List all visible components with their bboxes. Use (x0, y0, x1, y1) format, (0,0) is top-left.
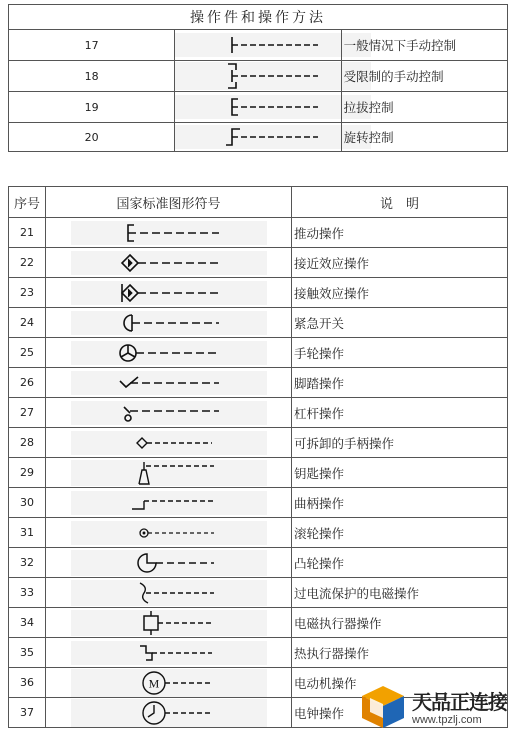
row-description: 滚轮操作 (292, 518, 508, 548)
row-description: 拉拔控制 (341, 92, 507, 123)
row-number: 17 (9, 30, 175, 61)
table-row (9, 428, 508, 458)
crank-icon (71, 491, 267, 515)
row-description: 受限制的手动控制 (341, 61, 507, 92)
table-row (9, 248, 508, 278)
row-number: 33 (9, 578, 46, 608)
table-row (9, 578, 508, 608)
row-description: 过电流保护的电磁操作 (292, 578, 508, 608)
table-row (9, 488, 508, 518)
row-description: 接触效应操作 (292, 278, 508, 308)
proximity-effect-icon (71, 251, 267, 275)
foot-pedal-icon (71, 371, 267, 395)
row-number: 34 (9, 608, 46, 638)
row-number: 18 (9, 61, 175, 92)
row-description: 电钟操作 (292, 698, 508, 728)
table-row (9, 308, 508, 338)
key-icon (71, 460, 267, 486)
row-number: 32 (9, 548, 46, 578)
electromagnetic-actuator-icon (71, 610, 267, 636)
motor-icon (71, 669, 267, 697)
row-description: 手轮操作 (292, 338, 508, 368)
row-description: 凸轮操作 (292, 548, 508, 578)
table-row (9, 398, 508, 428)
overcurrent-protection-icon (71, 580, 267, 606)
row-description: 推动操作 (292, 218, 508, 248)
row-number: 29 (9, 458, 46, 488)
row-description: 脚踏操作 (292, 368, 508, 398)
removable-handle-icon (71, 431, 267, 455)
row-number: 30 (9, 488, 46, 518)
table-row (9, 518, 508, 548)
row-number: 23 (9, 278, 46, 308)
table-row (9, 338, 508, 368)
row-description: 接近效应操作 (292, 248, 508, 278)
row-description: 电磁执行器操作 (292, 608, 508, 638)
row-number: 26 (9, 368, 46, 398)
row-description: 旋转控制 (341, 123, 507, 152)
row-number: 31 (9, 518, 46, 548)
header-number: 序号 (9, 187, 46, 218)
brand-logo-icon (360, 684, 406, 730)
graphic-symbols-table (8, 186, 508, 728)
row-description: 一般情况下手动控制 (341, 30, 507, 61)
row-description: 可拆卸的手柄操作 (292, 428, 508, 458)
row-number: 27 (9, 398, 46, 428)
table-row (9, 123, 508, 152)
electric-clock-icon (71, 699, 267, 727)
row-description: 热执行器操作 (292, 638, 508, 668)
watermark-url: www.tpzlj.com (412, 714, 482, 726)
header-description: 说 明 (292, 187, 508, 218)
motor-letter: M (148, 676, 159, 690)
table-row (9, 30, 508, 61)
table-row (9, 61, 508, 92)
table-row (9, 368, 508, 398)
cam-icon (71, 550, 267, 576)
row-description: 钥匙操作 (292, 458, 508, 488)
emergency-switch-icon (71, 311, 267, 335)
operating-parts-table (8, 4, 508, 152)
row-number: 36 (9, 668, 46, 698)
watermark-title: 天品正连接 (412, 690, 507, 714)
row-description: 电动机操作 (292, 668, 508, 698)
lever-icon (71, 401, 267, 425)
table-row (9, 278, 508, 308)
row-number: 37 (9, 698, 46, 728)
row-number: 20 (9, 123, 175, 152)
row-number: 24 (9, 308, 46, 338)
header-symbol: 国家标准图形符号 (46, 187, 292, 218)
row-number: 22 (9, 248, 46, 278)
touch-effect-icon (71, 281, 267, 305)
section-title: 操作件和操作方法 (9, 5, 508, 30)
push-operation-icon (71, 221, 267, 245)
row-number: 35 (9, 638, 46, 668)
table-row (9, 548, 508, 578)
thermal-actuator-icon (71, 641, 267, 665)
row-description: 杠杆操作 (292, 398, 508, 428)
row-description: 紧急开关 (292, 308, 508, 338)
row-number: 25 (9, 338, 46, 368)
table-row (9, 218, 508, 248)
table-row (9, 638, 508, 668)
row-number: 21 (9, 218, 46, 248)
handwheel-icon (71, 341, 267, 365)
roller-icon (71, 521, 267, 545)
row-number: 28 (9, 428, 46, 458)
row-description: 曲柄操作 (292, 488, 508, 518)
table-row (9, 458, 508, 488)
row-number: 19 (9, 92, 175, 123)
table-row (9, 92, 508, 123)
table-row (9, 608, 508, 638)
watermark (360, 684, 512, 732)
